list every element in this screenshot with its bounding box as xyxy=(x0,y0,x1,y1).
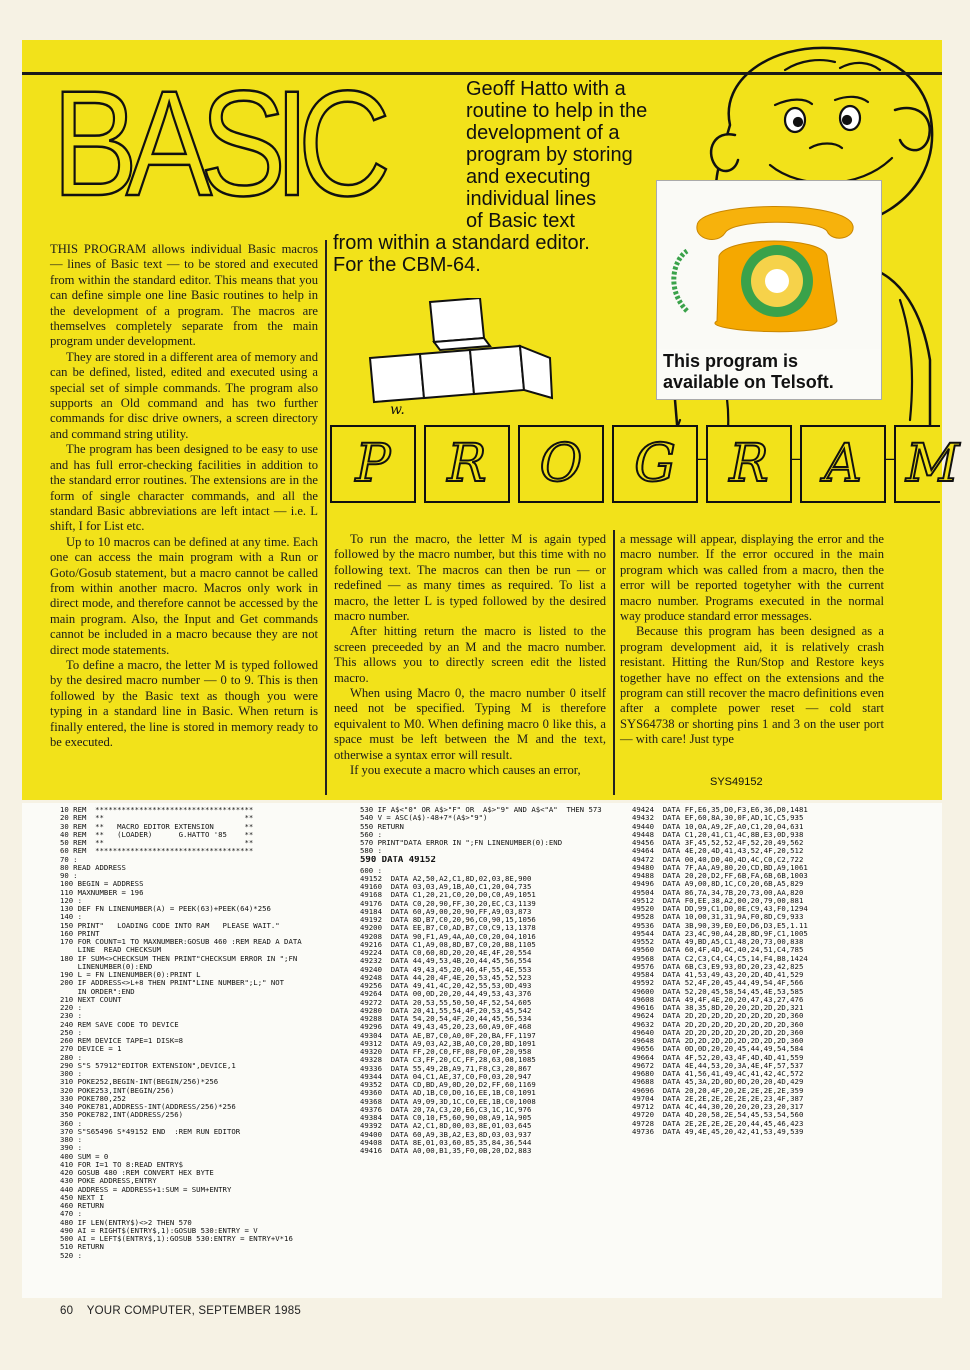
listing-column-2 xyxy=(360,806,626,1155)
column-rule xyxy=(613,530,615,795)
listing-line: 49496 DATA A9,00,8D,1C,C0,20,6B,A5,829 xyxy=(632,880,804,889)
listing-line: 180 IF SUM<>CHECKSUM THEN PRINT"CHECKSUM ERROR IN ";FN xyxy=(60,954,298,963)
listing-line: 49224 DATA C0,60,8D,20,20,4E,4F,20,554 xyxy=(360,949,532,957)
listing-line: 49384 DATA C0,10,F5,60,90,08,A9,1A,905 xyxy=(360,1114,532,1122)
paragraph: The program has been designed to be easy to use and has full error-checking facilities in addition to the standard error routines. The extensions are in the form of single character commands, and all the standard Basic abbreviations are left intact — i.e. L shift, I for List etc. xyxy=(50,442,318,534)
banner-tile xyxy=(518,425,604,503)
listing-line: 49728 DATA 2E,2E,2E,2E,20,44,45,46,423 xyxy=(632,1119,804,1128)
listing-line: 49544 DATA 23,4C,90,A4,2B,8D,9F,C1,1005 xyxy=(632,929,808,938)
listing-line: 170 FOR COUNT=1 TO MAXNUMBER:GOSUB 460 :REM READ A DATA xyxy=(60,938,302,946)
listing-line: 470 : xyxy=(60,1210,82,1219)
publication-line: YOUR COMPUTER, SEPTEMBER 1985 xyxy=(86,1305,301,1317)
listing-line: 49160 DATA 03,03,A9,1B,A0,C1,20,04,735 xyxy=(360,883,532,891)
listing-line: 90 : xyxy=(60,872,78,880)
paragraph: If you execute a macro which causes an error, xyxy=(350,763,581,778)
listing-line: 490 AI = RIGHT$(ENTRY$,1):GOSUB 530:ENTRY = V xyxy=(60,1226,258,1235)
listing-line: 49504 DATA 86,7A,34,7B,20,73,00,AA,820 xyxy=(632,888,804,897)
listing-line: 49616 DATA 38,35,8D,20,20,2D,2D,2D,321 xyxy=(632,1004,804,1012)
listing-line: 220 : xyxy=(60,1004,82,1012)
listing-line: 60 REM ************************************ xyxy=(60,847,254,856)
listing-line: 200 IF ADDRESS<>L+8 THEN PRINT"LINE NUMBER";L;" NOT xyxy=(60,979,285,988)
listing-line: 600 : xyxy=(360,866,382,875)
listing-line: 580 : xyxy=(360,847,382,856)
listing-line: 49176 DATA C0,20,90,FF,30,20,EC,C3,1139 xyxy=(360,899,536,908)
listing-line: 450 NEXT I xyxy=(60,1193,104,1202)
listing-line: 540 V = ASC(A$)-48+7*(A$>"9") xyxy=(360,814,488,823)
listing-line: 320 POKE253,INT(BEGIN/256) xyxy=(60,1086,175,1095)
paragraph: After hitting return the macro is listed to the screen preceeded by an M and the macro number. This allows you to directly screen edit the listed macro. xyxy=(334,624,606,685)
standfirst-line: from within a standard editor. xyxy=(333,232,590,254)
page-number: 60 xyxy=(60,1305,74,1317)
listing-line: 520 : xyxy=(60,1251,82,1260)
listing-line: 49552 DATA 49,BD,A5,C1,48,20,73,00,838 xyxy=(632,938,804,946)
listing-line: 270 DEVICE = 1 xyxy=(60,1045,122,1054)
listing-line: 49288 DATA 54,20,54,4F,20,44,45,56,534 xyxy=(360,1015,532,1023)
listing-line: 560 : xyxy=(360,830,382,839)
listing-line: 380 : xyxy=(60,1136,82,1144)
listing-line: 49704 DATA 2E,2E,2E,2E,2E,2E,23,4F,387 xyxy=(632,1094,804,1103)
listing-line: 49680 DATA 41,56,41,49,4C,41,42,4C,572 xyxy=(632,1070,804,1078)
listing-line: 49280 DATA 20,41,55,54,4F,20,53,45,542 xyxy=(360,1006,532,1015)
listing-line: 49480 DATA 7F,AA,A9,80,20,CD,BD,A9,1061 xyxy=(632,863,808,872)
banner-letter: P xyxy=(355,434,391,494)
listing-line: 410 FOR I=1 TO 8:READ ENTRY$ xyxy=(60,1160,184,1169)
listing-line: 49320 DATA FF,20,C0,FF,08,F0,0F,20,958 xyxy=(360,1048,532,1056)
listing-line: 49200 DATA EE,B7,C0,AD,B7,C0,C9,13,1378 xyxy=(360,924,536,933)
listing-line: 49368 DATA A9,09,3D,1C,C0,EE,1B,C0,1008 xyxy=(360,1097,536,1106)
listing-line: 49360 DATA AD,1B,C0,D0,16,EE,1B,C0,1091 xyxy=(360,1089,536,1098)
paragraph: They are stored in a different area of memory and can be defined, listed, edited and executed using a special set of simple commands. The program also supports an Old command and has two further commands for disc drive owners, a screen directory and command string utility. xyxy=(50,349,318,441)
standfirst-line: program by storing xyxy=(466,144,633,166)
standfirst-line: For the CBM-64. xyxy=(333,254,481,276)
listing-line: 49488 DATA 20,20,D2,FF,6B,FA,6B,6B,1003 xyxy=(632,872,808,880)
photo-caption xyxy=(663,351,834,393)
banner-letter: R xyxy=(729,434,769,494)
listing-line: 40 REM ** (LOADER) G.HATTO '85 ** xyxy=(60,830,254,839)
listing-line: 49424 DATA FF,E6,35,D0,F3,E6,36,D0,1481 xyxy=(632,806,808,814)
banner-letter: M xyxy=(906,434,960,494)
listing-line: 300 : xyxy=(60,1070,82,1078)
listing-line: 210 NEXT COUNT xyxy=(60,995,122,1004)
standfirst-line: Geoff Hatto with a xyxy=(466,78,626,100)
listing-line: 50 REM ** ** xyxy=(60,839,254,847)
standfirst-line: routine to help in the xyxy=(466,100,648,122)
listing-line: 49688 DATA 45,3A,2D,0D,0D,20,20,4D,429 xyxy=(632,1078,804,1087)
listing-line: 370 S"S65496 S*49152 END :REM RUN EDITOR xyxy=(60,1127,241,1136)
telephone-icon xyxy=(657,181,881,349)
listing-line: 120 : xyxy=(60,896,82,905)
listing-line: 49584 DATA 41,53,49,43,20,2D,4D,41,529 xyxy=(632,971,804,979)
banner-tile xyxy=(424,425,510,503)
standfirst-line: development of a xyxy=(466,122,620,144)
listing-line: 230 : xyxy=(60,1012,82,1021)
listing-line: 420 GOSUB 480 :REM CONVERT HEX BYTE xyxy=(60,1169,214,1177)
listing-line: 140 : xyxy=(60,913,82,922)
listing-line: 110 MAXNUMBER = 196 xyxy=(60,888,144,897)
listing-line: 530 IF A$<"0" OR A$>"F" OR A$>"9" AND A$<"A" THEN 573 xyxy=(360,806,602,814)
listing-line: 49600 DATA 52,20,45,58,54,45,4E,53,585 xyxy=(632,987,804,996)
standfirst-line: individual lines xyxy=(466,188,597,210)
listing-line: 49448 DATA C1,20,41,C1,4C,8B,E3,0D,938 xyxy=(632,830,804,839)
listing-line: 49328 DATA C3,FF,20,CC,FF,28,63,08,1085 xyxy=(360,1056,536,1065)
listing-line: 550 RETURN xyxy=(360,822,404,831)
listing-line: 49456 DATA 3F,45,52,52,4F,52,20,49,562 xyxy=(632,839,804,847)
listing-line: 49184 DATA 60,A9,00,20,90,FF,A9,03,873 xyxy=(360,907,532,916)
listing-line: 49656 DATA 0D,0D,20,20,45,44,49,54,584 xyxy=(632,1045,804,1054)
paragraph: THIS PROGRAM allows individual Basic macros — lines of Basic text — to be stored and executed from within the standard editor. This means that you can define simple one line Basic routines to help in the development of a program. The macros are themselves completely separate from the main program under development. xyxy=(50,242,318,349)
listing-line: 49592 DATA 52,4F,20,45,44,49,54,4F,566 xyxy=(632,979,804,988)
listing-line: 340 POKE781,ADDRESS-INT(ADDRESS/256)*256 xyxy=(60,1103,236,1111)
listing-line: LINENUMBER(0):END xyxy=(60,962,153,971)
page-footer xyxy=(60,1305,301,1317)
listing-line: 49560 DATA 60,4F,4D,4C,40,24,51,C4,785 xyxy=(632,946,804,955)
sys-command: SYS49152 xyxy=(710,776,763,788)
listing-line: 49648 DATA 2D,2D,2D,2D,2D,2D,2D,2D,360 xyxy=(632,1037,804,1045)
listing-line: 49440 DATA 10,0A,A9,2F,A0,C1,20,04,631 xyxy=(632,822,804,831)
listing-line: 49376 DATA 20,7A,C3,20,E6,C3,1C,1C,976 xyxy=(360,1105,532,1114)
listing-line: 190 L = FN LINENUMBER(0):PRINT L xyxy=(60,971,201,979)
article-column-1 xyxy=(50,242,318,750)
article-column-2 xyxy=(334,532,606,779)
listing-line: 49568 DATA C2,C3,C4,C4,C5,14,F4,B8,1424 xyxy=(632,954,808,963)
listing-column-3 xyxy=(632,806,932,1136)
paragraph: To run the macro, the letter M is again typed followed by the macro number, but this time with no following text. The macros can then be run — or redefined — as many times as required. To list a macro, the letter L is typed followed by the desired macro number. xyxy=(334,532,606,624)
listing-line: 49168 DATA C1,20,21,C0,20,D0,C0,A9,1051 xyxy=(360,891,536,900)
listing-line: 49400 DATA 60,A9,3B,A2,E3,8D,03,03,937 xyxy=(360,1130,532,1139)
listing-line: 250 : xyxy=(60,1028,82,1037)
banner-tile xyxy=(706,425,792,503)
listing-line: 310 POKE252,BEGIN-INT(BEGIN/256)*256 xyxy=(60,1078,219,1087)
listing-line: 130 DEF FN LINENUMBER(A) = PEEK(63)+PEEK(64)*256 xyxy=(60,905,271,913)
listing-line: 49520 DATA DD,99,C1,D0,0E,C9,43,F0,1294 xyxy=(632,905,808,913)
listing-line: 10 REM ************************************ xyxy=(60,806,254,814)
listing-line: 350 POKE782,INT(ADDRESS/256) xyxy=(60,1111,184,1120)
listing-line: 49352 DATA CD,BD,A9,0D,20,D2,FF,60,1169 xyxy=(360,1081,536,1089)
listing-line: 49720 DATA 4D,20,58,2E,54,45,53,54,560 xyxy=(632,1111,804,1120)
banner-letter: O xyxy=(539,434,583,494)
listing-line: 49536 DATA 3B,90,39,E0,E0,D6,D3,E5,1.11 xyxy=(632,921,808,930)
standfirst-line: and executing xyxy=(466,166,591,188)
article-column-3 xyxy=(620,532,884,748)
listing-line: 330 POKE780,252 xyxy=(60,1094,126,1103)
column-rule xyxy=(325,240,327,795)
listing-line: 70 : xyxy=(60,855,78,864)
listing-line: 49296 DATA 49,43,45,20,23,60,A9,0F,468 xyxy=(360,1023,532,1032)
paragraph: Because this program has been designed as a program development aid, it is relatively crash resistant. Hitting the Run/Stop and Restore keys together have no effect on the extensions and the program can still recover the macro definitions even after a complete power reset — cold start SYS64738 or shorting pins 1 and 3 on the user port — with care! Just type xyxy=(620,624,884,747)
telephone-photo xyxy=(656,180,882,400)
listing-line: 440 ADDRESS = ADDRESS+1:SUM = SUM+ENTRY xyxy=(60,1185,232,1194)
listing-line: 49192 DATA 8D,B7,C0,20,96,C0,90,15,1056 xyxy=(360,916,536,924)
listing-line: 49248 DATA 44,20,4F,4E,20,53,45,52,523 xyxy=(360,973,532,982)
listing-line: 49624 DATA 2D,2D,2D,2D,2D,2D,2D,2D,360 xyxy=(632,1012,804,1021)
listing-line: 49240 DATA 49,43,45,20,46,4F,55,4E,553 xyxy=(360,965,532,974)
listing-line: 49472 DATA 00,40,D0,40,4D,4C,C0,C2,722 xyxy=(632,855,804,864)
listing-line: 49712 DATA 4C,44,30,20,20,20,23,20,317 xyxy=(632,1103,804,1111)
listing-line: 49312 DATA A9,03,A2,3B,A0,C0,20,BD,1091 xyxy=(360,1039,536,1048)
listing-line: 49512 DATA F0,EE,38,A2,00,20,79,00,881 xyxy=(632,896,804,905)
listing-line: 49208 DATA 90,F1,A9,4A,A0,C0,20,04,1016 xyxy=(360,932,536,941)
banner-tile xyxy=(894,425,960,503)
listing-line: 49304 DATA AE,B7,C0,A0,0F,20,BA,FF,1197 xyxy=(360,1031,536,1040)
photo-caption-line: This program is xyxy=(663,351,799,371)
listing-line: 500 AI = LEFT$(ENTRY$,1):GOSUB 530:ENTRY = ENTRY+V*16 xyxy=(60,1235,293,1243)
standfirst-continued xyxy=(333,232,663,276)
standfirst-line: of Basic text xyxy=(466,210,575,232)
banner-letter: G xyxy=(634,434,676,494)
listing-line: 49576 DATA 6B,C3,E9,93,0D,20,23,42,825 xyxy=(632,962,804,971)
listing-line: 80 READ ADDRESS xyxy=(60,863,126,872)
paragraph: When using Macro 0, the macro number 0 itself need not be specified. Typing M is therefore equivalent to M0. When defining macro 0 like this, a space must be left between the M and the text, otherwise a syntax error will result. xyxy=(334,686,606,762)
listing-line: 49696 DATA 20,20,4F,20,2E,2E,2E,2E,359 xyxy=(632,1086,804,1095)
listing-line: 480 IF LEN(ENTRY$)<>2 THEN 570 xyxy=(60,1218,192,1227)
listing-line: 430 POKE ADDRESS,ENTRY xyxy=(60,1177,157,1186)
listing-line: 150 PRINT" LOADING CODE INTO RAM PLEASE WAIT." xyxy=(60,921,280,930)
page-title: BASIC xyxy=(52,59,379,227)
listing-line: 49344 DATA 04,C1,AE,37,C0,F0,03,20,947 xyxy=(360,1072,532,1081)
listing-line: 49640 DATA 2D,2D,2D,2D,2D,2D,2D,2D,360 xyxy=(632,1028,804,1037)
paragraph: a message will appear, displaying the error and the macro number. If the error occured in the main program which was called from a macro, then the error will be reported togetyher with the current macro number. Programs executed in the normal way produce standard error messages. xyxy=(620,532,884,624)
listing-line: 49608 DATA 49,4F,4E,20,20,47,43,27,476 xyxy=(632,995,804,1004)
banner-tile xyxy=(612,425,698,503)
listing-line: 160 PRINT xyxy=(60,929,100,938)
banner-letter: R xyxy=(447,434,487,494)
listing-line: 49672 DATA 4E,44,53,20,3A,4E,4F,57,537 xyxy=(632,1061,804,1070)
listing-line: 360 : xyxy=(60,1119,82,1128)
listing-line: 49152 DATA A2,50,A2,C1,8D,02,03,8E,900 xyxy=(360,874,532,883)
listing-column-1 xyxy=(60,806,352,1260)
listing-line: 49464 DATA 4E,20,4D,41,43,52,4F,20,512 xyxy=(632,847,804,856)
listing-line: 49264 DATA 00,0D,20,20,44,49,53,43,376 xyxy=(360,990,532,999)
listing-line: 280 : xyxy=(60,1053,82,1062)
listing-line: 49528 DATA 10,00,31,31,9A,F0,8D,C9,933 xyxy=(632,913,804,922)
listing-line: 49408 DATA 8E,01,03,60,85,35,84,36,544 xyxy=(360,1138,532,1147)
listing-line: 290 S"S 57912"EDITOR EXTENSION",DEVICE,1 xyxy=(60,1061,236,1070)
listing-line: 49664 DATA 4F,52,20,43,4F,4D,4D,41,559 xyxy=(632,1053,804,1062)
paragraph: To define a macro, the letter M is typed followed by the desired macro number — 0 to 9. This is then followed by the Basic text as though you were typing in a standard line in Basic. When return is finally entered, the line is stored in memory ready to be executed. xyxy=(50,657,318,749)
listing-line: IN ORDER":END xyxy=(60,987,135,996)
listing-line: 510 RETURN xyxy=(60,1243,104,1252)
listing-line: 260 REM DEVICE TAPE=1 DISK=8 xyxy=(60,1037,184,1045)
listing-line: 590 DATA 49152 xyxy=(360,855,436,865)
stacked-boxes-illustration xyxy=(360,298,590,428)
listing-line: 570 PRINT"DATA ERROR IN ";FN LINENUMBER(0):END xyxy=(360,839,563,847)
listing-line: 49432 DATA EF,60,8A,30,0F,AD,1C,C5,935 xyxy=(632,814,804,823)
banner-letter: A xyxy=(824,434,862,494)
paragraph: Up to 10 macros can be defined at any time. Each one can access the main program with a Run or Goto/Gosub statement, but a macro cannot be called from within another macro. Macros only work in direct mode, and therefore cannot be accessed by the main program. Also, the Input and Get commands cannot be included in a macro because they are not direct mode statements. xyxy=(50,534,318,657)
listing-line: 49256 DATA 49,41,4C,20,42,55,53,0D,493 xyxy=(360,982,532,990)
listing-line: 49416 DATA A0,00,B1,35,F0,0B,20,D2,883 xyxy=(360,1147,532,1155)
listing-line: 49232 DATA 44,49,53,4B,20,44,45,56,554 xyxy=(360,957,532,966)
listing-line: LINE READ CHECKSUM xyxy=(60,946,162,955)
listing-line: 49336 DATA 55,49,2B,A9,71,F8,C3,20,867 xyxy=(360,1064,532,1073)
listing-line: 20 REM ** ** xyxy=(60,814,254,823)
listing-line: 49632 DATA 2D,2D,2D,2D,2D,2D,2D,2D,360 xyxy=(632,1020,804,1029)
listing-line: 460 RETURN xyxy=(60,1202,104,1210)
listing-line: 49736 DATA 49,4E,45,20,42,41,53,49,539 xyxy=(632,1127,804,1136)
listing-line: 49272 DATA 20,53,55,50,50,4F,52,54,605 xyxy=(360,998,532,1007)
listing-line: 49216 DATA C1,A9,08,8D,B7,C0,20,B8,1105 xyxy=(360,940,536,949)
listing-line: 240 REM SAVE CODE TO DEVICE xyxy=(60,1020,179,1029)
listing-line: 100 BEGIN = ADDRESS xyxy=(60,880,144,889)
listing-line: 390 : xyxy=(60,1144,82,1153)
listing-line: 49392 DATA A2,C1,8D,00,03,8E,01,03,645 xyxy=(360,1122,532,1131)
photo-caption-line: available on Telsoft. xyxy=(663,372,834,392)
svg-text:w.: w. xyxy=(390,402,405,418)
listing-line: 30 REM ** MACRO EDITOR EXTENSION ** xyxy=(60,822,254,831)
banner-tile xyxy=(330,425,416,503)
banner-tile xyxy=(800,425,886,503)
listing-line: 400 SUM = 0 xyxy=(60,1152,109,1161)
